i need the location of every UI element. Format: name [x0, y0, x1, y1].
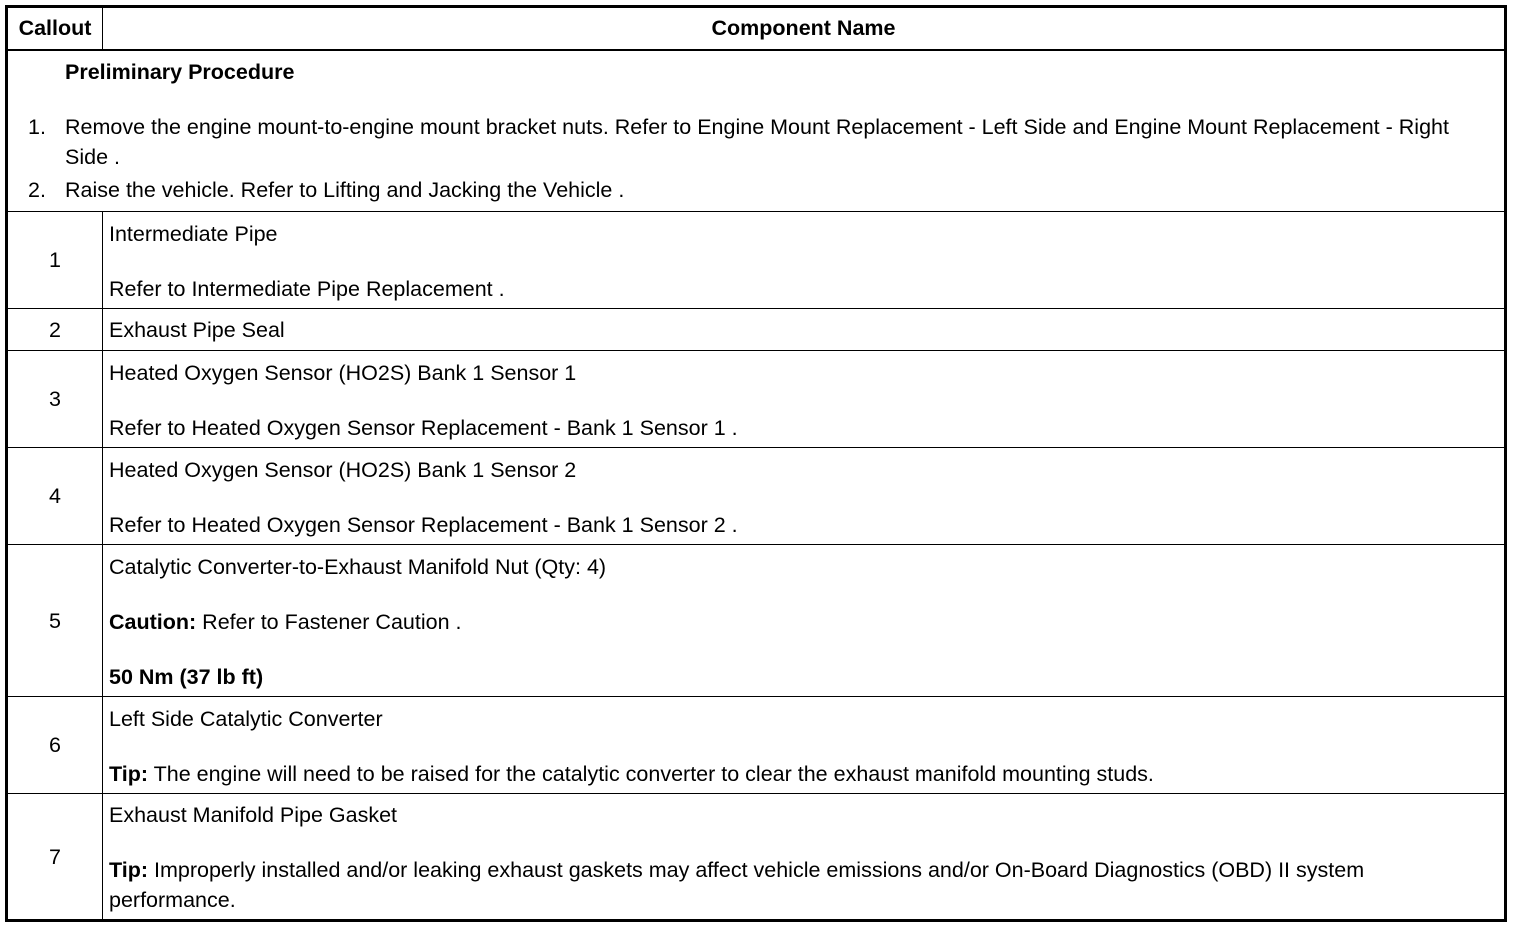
preliminary-row: [7, 50, 1506, 212]
callout-number: 7: [7, 794, 103, 921]
callout-number: 6: [7, 697, 103, 794]
component-cell: [103, 351, 1506, 448]
callout-number: 2: [7, 309, 103, 351]
component-cell: [103, 545, 1506, 697]
preliminary-cell: [7, 50, 1506, 212]
callout-number: 1: [7, 212, 103, 309]
step-item: [28, 175, 1474, 205]
tip-line: [109, 855, 1494, 915]
caution-text: Refer to Fastener Caution .: [196, 609, 462, 634]
component-cell: [103, 212, 1506, 309]
preliminary-title: Preliminary Procedure: [65, 60, 295, 84]
component-table: [5, 5, 1507, 922]
component-name: Intermediate Pipe: [109, 221, 278, 246]
component-note: Refer to Heated Oxygen Sensor Replacement - Bank 1 Sensor 1 .: [109, 415, 738, 440]
tip-label: Tip:: [109, 858, 149, 883]
tip-text: Improperly installed and/or leaking exhaust gaskets may affect vehicle emissions and/or On-Board Diagnostics (OBD) II system performance.: [109, 858, 1365, 913]
step-number: 1.: [28, 115, 46, 140]
step-number: 2.: [28, 178, 46, 203]
component-cell: [103, 697, 1506, 794]
component-note: Refer to Intermediate Pipe Replacement .: [109, 276, 505, 301]
tip-label: Tip:: [109, 761, 149, 786]
component-name: Exhaust Manifold Pipe Gasket: [109, 803, 398, 828]
preliminary-steps: [28, 112, 1474, 205]
torque-spec: 50 Nm (37 lb ft): [109, 664, 264, 689]
table-row: [7, 309, 1506, 351]
table-row: [7, 794, 1506, 921]
caution-label: Caution:: [109, 609, 197, 634]
step-item: [28, 112, 1474, 172]
table-row: [7, 697, 1506, 794]
component-cell: [103, 448, 1506, 545]
component-name: Left Side Catalytic Converter: [109, 706, 383, 731]
component-name: Exhaust Pipe Seal: [109, 317, 285, 342]
component-note: Refer to Heated Oxygen Sensor Replacement - Bank 1 Sensor 2 .: [109, 512, 738, 537]
component-name: Catalytic Converter-to-Exhaust Manifold Nut (Qty: 4): [109, 554, 607, 579]
table-row: [7, 212, 1506, 309]
header-row: [7, 7, 1506, 51]
callout-number: 5: [7, 545, 103, 697]
component-name: Heated Oxygen Sensor (HO2S) Bank 1 Sensor 1: [109, 360, 577, 385]
step-text: Remove the engine mount-to-engine mount bracket nuts. Refer to Engine Mount Replacement - Left Side and Engine Mount Replacement - Right Side .: [65, 115, 1449, 170]
component-name: Heated Oxygen Sensor (HO2S) Bank 1 Sensor 2: [109, 457, 577, 482]
tip-line: [109, 759, 1494, 789]
component-cell: [103, 794, 1506, 921]
callout-number: 4: [7, 448, 103, 545]
header-callout: Callout: [7, 7, 103, 51]
caution-line: [109, 607, 1494, 637]
component-cell: [103, 309, 1506, 351]
callout-number: 3: [7, 351, 103, 448]
step-text: Raise the vehicle. Refer to Lifting and Jacking the Vehicle .: [65, 178, 625, 203]
tip-text: The engine will need to be raised for the catalytic converter to clear the exhaust manifold mounting studs.: [148, 761, 1154, 786]
header-component-name: Component Name: [103, 7, 1506, 51]
table-row: [7, 351, 1506, 448]
table-row: [7, 545, 1506, 697]
table-row: [7, 448, 1506, 545]
